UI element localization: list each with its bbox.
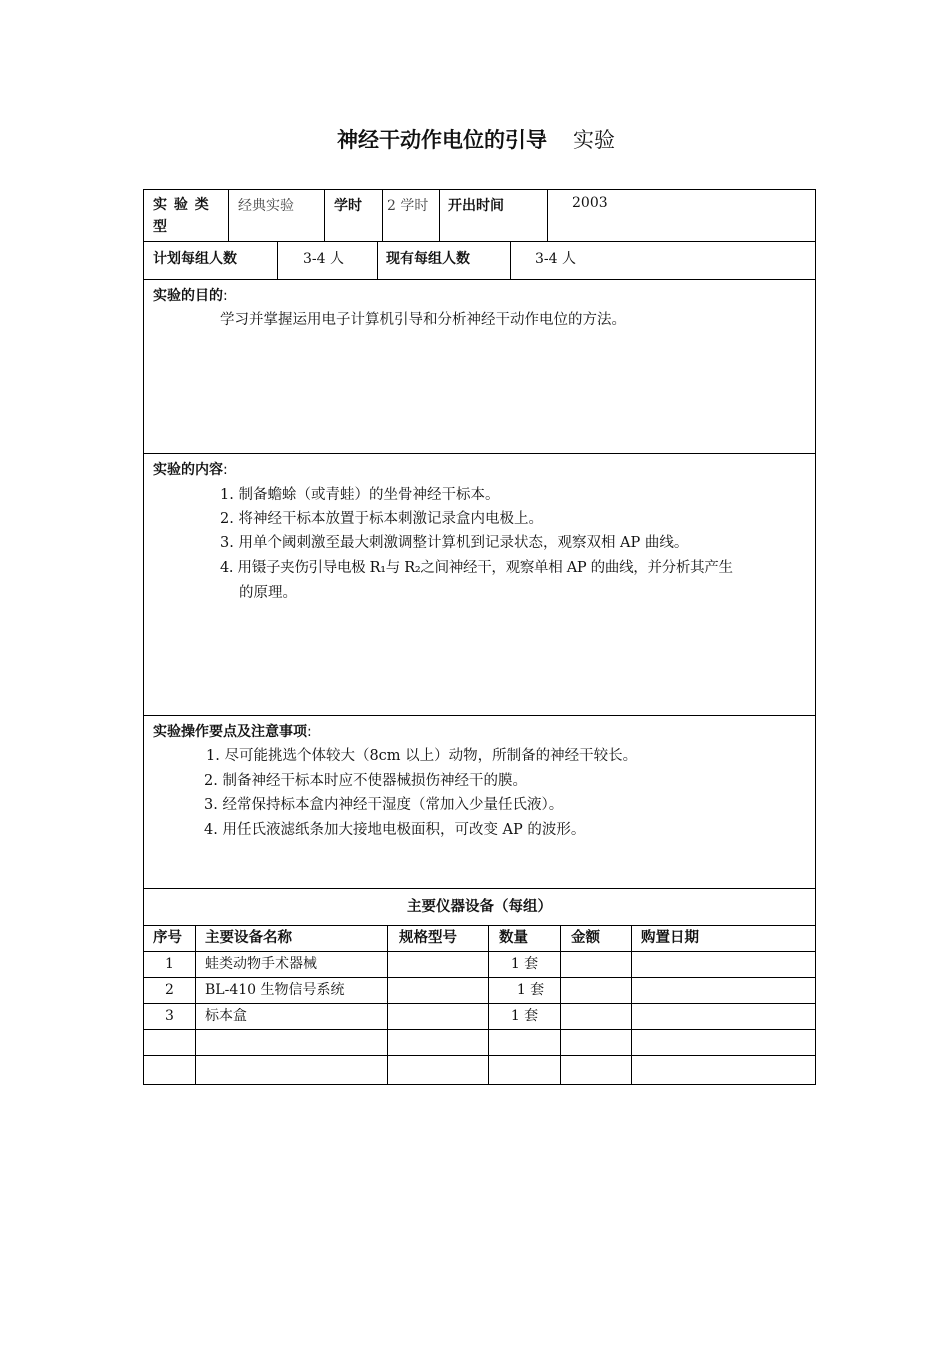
row-4-name: [195, 1030, 387, 1055]
type-label-line-2: 型: [153, 219, 167, 235]
current-label: 现有每组人数: [386, 251, 470, 267]
content-section: [144, 454, 815, 716]
start-value-cell: [547, 190, 815, 241]
purpose-text: 学习并掌握运用电子计算机引导和分析神经干动作电位的方法。: [220, 312, 626, 328]
table-row: [144, 1004, 815, 1030]
row-5-name: [195, 1056, 387, 1084]
col-header-spec: 规格型号: [387, 926, 488, 951]
row-2-qty: 1 套: [488, 978, 560, 1003]
current-value: 3-4 人: [535, 251, 576, 267]
col-header-index: 序号: [153, 930, 182, 946]
row-4-amount: [560, 1030, 631, 1055]
table-row: [144, 978, 815, 1004]
notes-section: [144, 716, 815, 889]
table-row: [144, 1030, 815, 1056]
type-value: 经典实验: [238, 198, 294, 214]
info-row-1: [144, 190, 815, 242]
equipment-heading: 主要仪器设备（每组）: [144, 889, 815, 926]
hours-label: 学时: [334, 198, 362, 214]
col-header-qty: 数量: [488, 926, 560, 951]
row-2-spec: [387, 978, 488, 1003]
page-title: [0, 124, 952, 156]
notes-item-1: 1. 尽可能挑选个体较大（8cm 以上）动物，所制备的神经干较长。: [206, 748, 638, 764]
row-3-amount: [560, 1004, 631, 1029]
row-3-spec: [387, 1004, 488, 1029]
notes-heading: 实验操作要点及注意事项:: [153, 724, 312, 740]
row-1-amount: [560, 952, 631, 977]
type-label-line-1: 实 验 类: [153, 197, 210, 213]
row-2-date: [631, 978, 815, 1003]
title-main: 神经干动作电位的引导: [337, 128, 547, 152]
row-4-date: [631, 1030, 815, 1055]
current-value-cell: [510, 242, 815, 279]
row-5-date: [631, 1056, 815, 1084]
row-4-spec: [387, 1030, 488, 1055]
experiment-sheet: [143, 189, 816, 1085]
notes-item-4: 4. 用任氏液滤纸条加大接地电极面积，可改变 AP 的波形。: [204, 822, 586, 838]
start-label-cell: [439, 190, 547, 241]
content-item-2: 2. 将神经干标本放置于标本刺激记录盒内电极上。: [220, 511, 543, 527]
plan-label: 计划每组人数: [153, 251, 237, 267]
table-row: [144, 952, 815, 978]
row-3-date: [631, 1004, 815, 1029]
type-label-cell: [144, 190, 228, 241]
title-suffix: 实验: [573, 128, 615, 152]
row-5-index: [144, 1056, 195, 1084]
row-3-index: 3: [165, 1008, 174, 1024]
hours-value: 2 学时: [387, 198, 429, 214]
purpose-heading: 实验的目的:: [153, 288, 228, 304]
row-1-date: [631, 952, 815, 977]
row-5-amount: [560, 1056, 631, 1084]
info-row-2: [144, 242, 815, 280]
row-2-index: 2: [165, 982, 174, 998]
row-2-amount: [560, 978, 631, 1003]
row-4-index: [144, 1030, 195, 1055]
equipment-header-row: [144, 926, 815, 952]
row-1-name: 蛙类动物手术器械: [195, 952, 387, 977]
notes-item-3: 3. 经常保持标本盒内神经干湿度（常加入少量任氏液）。: [204, 797, 564, 813]
current-label-cell: [377, 242, 510, 279]
notes-item-2: 2. 制备神经干标本时应不使器械损伤神经干的膜。: [204, 773, 527, 789]
row-5-spec: [387, 1056, 488, 1084]
plan-value: 3-4 人: [303, 251, 344, 267]
content-item-3: 3. 用单个阈刺激至最大刺激调整计算机到记录状态，观察双相 AP 曲线。: [220, 535, 689, 551]
content-item-4-cont: 的原理。: [239, 585, 297, 601]
row-4-qty: [488, 1030, 560, 1055]
start-value: 2003: [572, 195, 608, 211]
content-item-4: 4. 用镊子夹伤引导电极 R₁与 R₂之间神经干，观察单相 AP 的曲线，并分析其产生: [220, 560, 733, 576]
row-1-spec: [387, 952, 488, 977]
col-header-name: 主要设备名称: [195, 926, 387, 951]
col-header-amount: 金额: [560, 926, 631, 951]
row-3-qty: 1 套: [488, 1004, 560, 1029]
content-item-1: 1. 制备蟾蜍（或青蛙）的坐骨神经干标本。: [220, 487, 500, 503]
row-5-qty: [488, 1056, 560, 1084]
plan-value-cell: [277, 242, 377, 279]
purpose-section: [144, 280, 815, 454]
table-row: [144, 1056, 815, 1084]
plan-label-cell: [144, 242, 277, 279]
type-value-cell: [228, 190, 324, 241]
row-1-qty: 1 套: [488, 952, 560, 977]
content-heading: 实验的内容:: [153, 462, 228, 478]
hours-label-cell: [324, 190, 382, 241]
row-2-name: BL-410 生物信号系统: [195, 978, 387, 1003]
row-1-index: 1: [165, 956, 174, 972]
start-label: 开出时间: [448, 198, 504, 214]
hours-value-cell: [382, 190, 439, 241]
row-3-name: 标本盒: [195, 1004, 387, 1029]
col-header-date: 购置日期: [631, 926, 815, 951]
